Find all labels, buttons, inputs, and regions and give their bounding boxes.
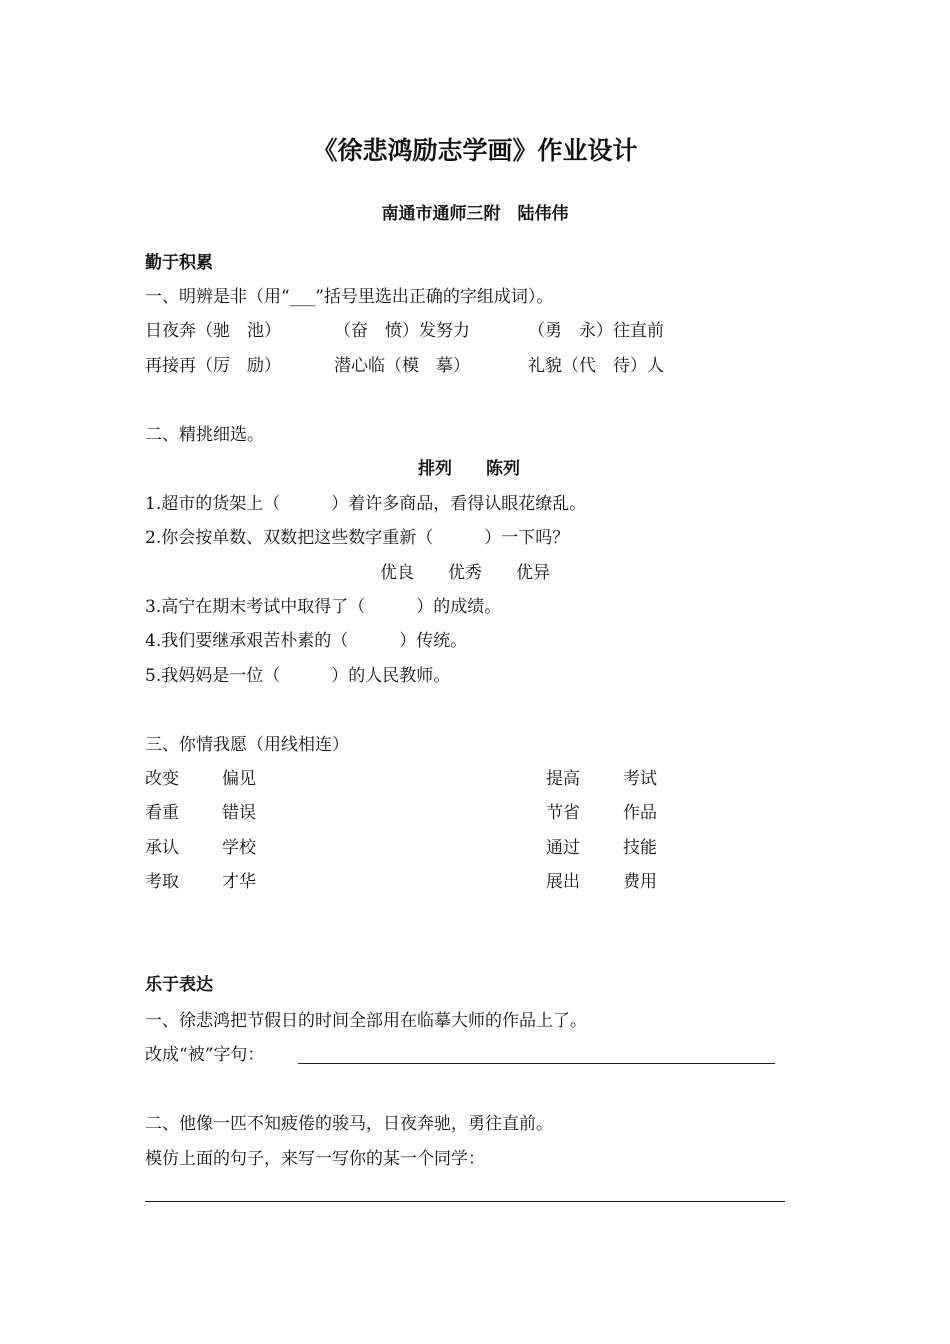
match-right-noun: 考试 <box>623 769 657 789</box>
match-right-verb: 展出 <box>546 872 580 892</box>
match-right-noun: 技能 <box>623 838 657 858</box>
q1-item: （勇 永）往直前 <box>528 321 664 341</box>
match-right-verb: 提高 <box>546 769 580 789</box>
q2-instruction: 二、精挑细选。 <box>145 425 264 445</box>
q2-word-choices-1: 排列 陈列 <box>418 459 520 479</box>
q3-instruction: 三、你情我愿（用线相连） <box>145 735 349 755</box>
match-left-noun: 学校 <box>222 838 256 858</box>
q1-item: 潜心临（模 摹） <box>334 356 470 376</box>
q2-sentence: 4.我们要继承艰苦朴素的（ ）传统。 <box>145 631 468 651</box>
section-heading-accumulate: 勤于积累 <box>145 253 213 273</box>
answer-line[interactable] <box>145 1201 785 1202</box>
page-title: 《徐悲鸿励志学画》作业设计 <box>312 136 638 165</box>
answer-line[interactable] <box>298 1063 775 1064</box>
match-left-noun: 才华 <box>222 872 256 892</box>
q2-sentence: 3.高宁在期末考试中取得了（ ）的成绩。 <box>145 597 502 617</box>
express-prompt-2: 模仿上面的句子，来写一写你的某一个同学： <box>145 1149 485 1169</box>
express-sentence-2: 二、他像一匹不知疲倦的骏马，日夜奔驰，勇往直前。 <box>145 1114 553 1134</box>
section-heading-express: 乐于表达 <box>145 975 213 995</box>
q1-instruction: 一、明辨是非（用“___”括号里选出正确的字组成词）。 <box>145 287 554 307</box>
match-left-verb: 改变 <box>145 769 179 789</box>
match-right-noun: 作品 <box>623 803 657 823</box>
author-line: 南通市通师三附 陆伟伟 <box>381 204 569 224</box>
express-sentence-1: 一、徐悲鸿把节假日的时间全部用在临摹大师的作品上了。 <box>145 1011 587 1031</box>
match-right-noun: 费用 <box>623 872 657 892</box>
q1-item: 日夜奔（驰 池） <box>145 321 281 341</box>
match-left-noun: 错误 <box>222 803 256 823</box>
match-left-verb: 看重 <box>145 803 179 823</box>
match-left-verb: 承认 <box>145 838 179 858</box>
match-left-noun: 偏见 <box>222 769 256 789</box>
q2-word-choices-2: 优良 优秀 优异 <box>380 563 550 583</box>
q1-item: （奋 愤）发努力 <box>334 321 470 341</box>
match-left-verb: 考取 <box>145 872 179 892</box>
match-right-verb: 通过 <box>546 838 580 858</box>
q2-sentence: 2.你会按单数、双数把这些数字重新（ ）一下吗？ <box>145 528 570 548</box>
q1-item: 再接再（厉 励） <box>145 356 281 376</box>
match-right-verb: 节省 <box>546 803 580 823</box>
q2-sentence: 1.超市的货架上（ ）着许多商品，看得认眼花缭乱。 <box>145 494 587 514</box>
q1-item: 礼貌（代 待）人 <box>528 356 664 376</box>
express-prompt-1: 改成“被”字句： <box>145 1045 265 1065</box>
q2-sentence: 5.我妈妈是一位（ ）的人民教师。 <box>145 666 451 686</box>
